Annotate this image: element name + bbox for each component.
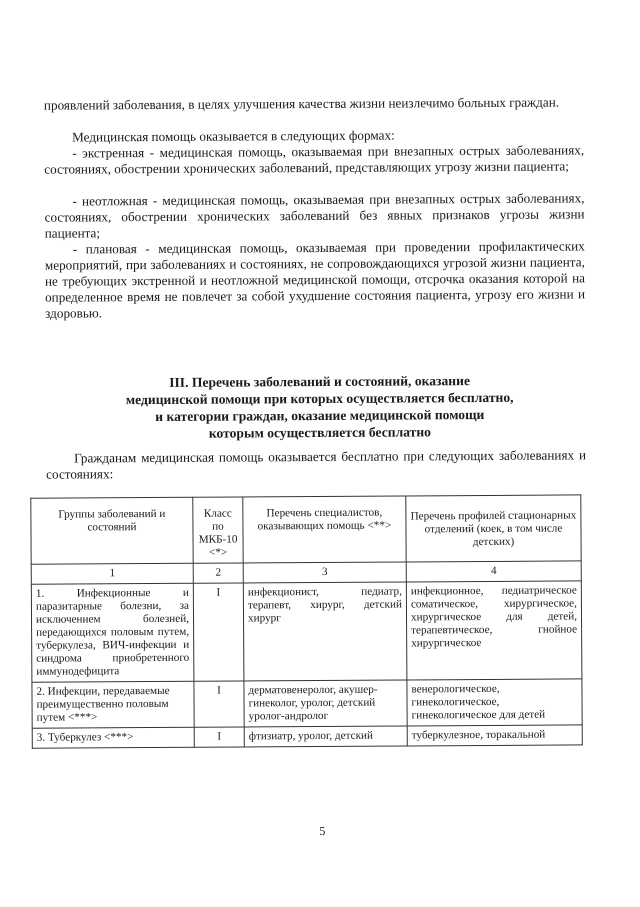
section-title-line: и категории граждан, оказание медицинской помощи [155,406,485,425]
cell-disease-group: 3. Туберкулез <***> [32,727,194,748]
column-number: 1 [31,563,193,584]
table-intro-paragraph: Гражданам медицинская помощь оказывается бесплатно при следующих заболеваниях и состояниях: [46,447,587,482]
cell-disease-group: 1. Инфекционные и паразитарные болезни, за исключением болезней, передающихся половым путем, туберкулеза, ВИЧ-инфекции и синдрома приобретенного иммунодефицита [31,583,194,682]
cell-inpatient-profiles: инфекционное, педиатрическое соматическое, хирургическое, хирургическое для детей, терапевтическое, гнойное хирургическое [406,581,582,680]
table-row [32,725,582,748]
forms-intro-paragraph: Медицинская помощь оказывается в следующих формах: [72,127,395,145]
table-row [31,581,582,682]
cell-icd-class: I [194,681,244,727]
header-icd-class: Класс по МКБ-10 <*> [193,497,243,563]
section-title-line: которым осуществляется бесплатно [208,424,431,441]
column-number: 2 [193,563,243,583]
cell-icd-class: I [194,727,244,747]
cell-specialists: дерматовенеролог, акушер-гинеколог, уролог, детский уролог-андролог [244,680,407,727]
table-header-row [31,495,581,564]
cell-icd-class: I [193,583,244,681]
diseases-table [30,494,583,748]
header-disease-groups: Группы заболеваний и состояний [31,497,193,564]
section-title [60,371,580,442]
cell-inpatient-profiles: туберкулезное, торакальной [407,725,582,746]
section-title-line: III. Перечень заболеваний и состояний, оказание [169,373,471,390]
page-number: 5 [319,823,326,839]
form-emergency-paragraph: - экстренная - медицинская помощь, оказываемая при внезапных острых заболеваниях, состояниях, обострении хронических заболеваний, представляющих угрозу жизни пациента; [44,142,585,177]
cell-inpatient-profiles: венерологическое, гинекологическое, гинекологическое для детей [407,679,582,726]
cell-specialists: фтизиатр, уролог, детский [244,726,407,747]
form-planned-paragraph: - плановая - медицинская помощь, оказываемая при проведении профилактических мероприятий, при заболеваниях и состояниях, не сопровождающихся угрозой жизни пациента, не требующих экстренной и неотложной медицинской помощи, отсрочка оказания которой на определенное время не повлечет за собой ухудшение состояния пациента, угрозу его жизни и здоровью. [44,238,586,321]
table-row [32,679,582,728]
column-number: 4 [406,561,581,582]
section-title-line: медицинской помощи при которых осуществляется бесплатно, [125,389,514,408]
intro-tail-paragraph: проявлений заболевания, в целях улучшения качества жизни неизлечимо больных граждан. [43,94,560,113]
header-inpatient-profiles: Перечень профилей стационарных отделений (коек, в том числе детских) [406,495,581,562]
column-number: 3 [243,562,406,583]
header-specialists: Перечень специалистов, оказывающих помощь <**> [243,496,406,563]
cell-specialists: инфекционист, педиатр, терапевт, хирург, детский хирург [243,582,407,681]
form-urgent-paragraph: - неотложная - медицинская помощь, оказываемая при внезапных острых заболеваниях, состояниях, обострении хронических заболеваний без явных признаков угрозы жизни пациента; [44,190,585,241]
cell-disease-group: 2. Инфекции, передаваемые преимущественно половым путем <***> [32,681,194,728]
